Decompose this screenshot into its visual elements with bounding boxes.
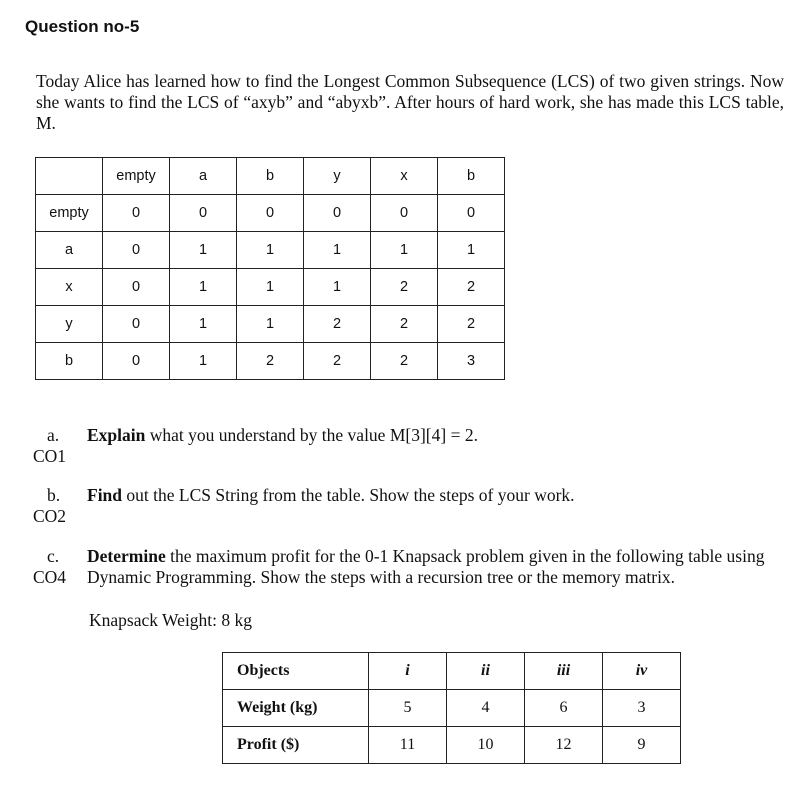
question-body: what you understand by the value M[3][4] = 2. (145, 425, 478, 445)
lcs-cell: 0 (103, 195, 170, 232)
lcs-cell: 2 (371, 343, 438, 380)
lcs-header-row (36, 158, 505, 195)
question-verb: Determine (87, 546, 166, 566)
lcs-cell: 1 (237, 306, 304, 343)
lcs-row-label: empty (36, 195, 103, 232)
lcs-cell: 2 (438, 306, 505, 343)
knapsack-cell: 10 (447, 727, 525, 764)
knapsack-row-label: Profit ($) (223, 727, 369, 764)
knapsack-cell: 4 (447, 690, 525, 727)
knapsack-row-label: Weight (kg) (223, 690, 369, 727)
question-text (87, 425, 777, 446)
lcs-row-label: y (36, 306, 103, 343)
lcs-row (36, 195, 505, 232)
question-letter: b. (47, 485, 61, 505)
lcs-cell: 1 (304, 269, 371, 306)
question-text (87, 485, 777, 506)
lcs-cell: 0 (103, 269, 170, 306)
course-outcome: CO2 (33, 506, 67, 526)
lcs-cell: 0 (304, 195, 371, 232)
knapsack-cell: 12 (525, 727, 603, 764)
lcs-cell: 0 (237, 195, 304, 232)
lcs-cell: 2 (304, 343, 371, 380)
course-outcome: CO1 (33, 446, 67, 466)
knapsack-cell: 9 (603, 727, 681, 764)
lcs-row-label: a (36, 232, 103, 269)
intro-paragraph: Today Alice has learned how to find the Longest Common Subsequence (LCS) of two given strings. Now she wants to find the LCS of “axyb” and “abyxb”. After hours of hard work, she has made this LCS table, M. (36, 71, 784, 133)
question-text (87, 546, 777, 588)
knapsack-weight-row (223, 690, 681, 727)
knapsack-cell: 3 (603, 690, 681, 727)
lcs-cell: 1 (170, 269, 237, 306)
knapsack-header-row (223, 653, 681, 690)
lcs-row (36, 306, 505, 343)
lcs-cell: 2 (371, 306, 438, 343)
lcs-cell: 1 (237, 269, 304, 306)
lcs-col-header: empty (103, 158, 170, 195)
lcs-cell: 1 (237, 232, 304, 269)
knapsack-row-label: Objects (223, 653, 369, 690)
knapsack-table (222, 652, 681, 764)
lcs-row (36, 343, 505, 380)
lcs-cell: 0 (170, 195, 237, 232)
knapsack-cell: 6 (525, 690, 603, 727)
lcs-table (35, 157, 505, 380)
lcs-corner-cell (36, 158, 103, 195)
lcs-col-header: a (170, 158, 237, 195)
question-body: out the LCS String from the table. Show the steps of your work. (122, 485, 575, 505)
knapsack-object-header: iii (525, 653, 603, 690)
lcs-cell: 0 (371, 195, 438, 232)
knapsack-cell: 11 (369, 727, 447, 764)
lcs-cell: 0 (103, 343, 170, 380)
lcs-cell: 1 (170, 343, 237, 380)
lcs-col-header: b (237, 158, 304, 195)
lcs-row-label: b (36, 343, 103, 380)
lcs-cell: 1 (170, 232, 237, 269)
knapsack-cell: 5 (369, 690, 447, 727)
lcs-cell: 2 (438, 269, 505, 306)
knapsack-object-header: i (369, 653, 447, 690)
lcs-cell: 1 (170, 306, 237, 343)
lcs-row (36, 269, 505, 306)
question-verb: Explain (87, 425, 146, 445)
lcs-cell: 1 (438, 232, 505, 269)
lcs-row-label: x (36, 269, 103, 306)
knapsack-object-header: iv (603, 653, 681, 690)
knapsack-profit-row (223, 727, 681, 764)
lcs-cell: 0 (103, 232, 170, 269)
lcs-col-header: b (438, 158, 505, 195)
lcs-cell: 2 (371, 269, 438, 306)
question-letter: a. (47, 425, 60, 445)
lcs-cell: 1 (304, 232, 371, 269)
lcs-col-header: x (371, 158, 438, 195)
question-verb: Find (87, 485, 123, 505)
lcs-cell: 0 (103, 306, 170, 343)
knapsack-object-header: ii (447, 653, 525, 690)
course-outcome: CO4 (33, 567, 67, 587)
knapsack-weight: Knapsack Weight: 8 kg (89, 610, 253, 630)
lcs-cell: 2 (304, 306, 371, 343)
lcs-col-header: y (304, 158, 371, 195)
question-heading: Question no-5 (25, 17, 140, 36)
lcs-cell: 0 (438, 195, 505, 232)
lcs-cell: 1 (371, 232, 438, 269)
lcs-cell: 3 (438, 343, 505, 380)
lcs-cell: 2 (237, 343, 304, 380)
question-letter: c. (47, 546, 60, 566)
question-body: the maximum profit for the 0-1 Knapsack problem given in the following table using Dynamic Programming. Show the steps with a recursion tree or the memory matrix. (87, 546, 765, 587)
lcs-row (36, 232, 505, 269)
